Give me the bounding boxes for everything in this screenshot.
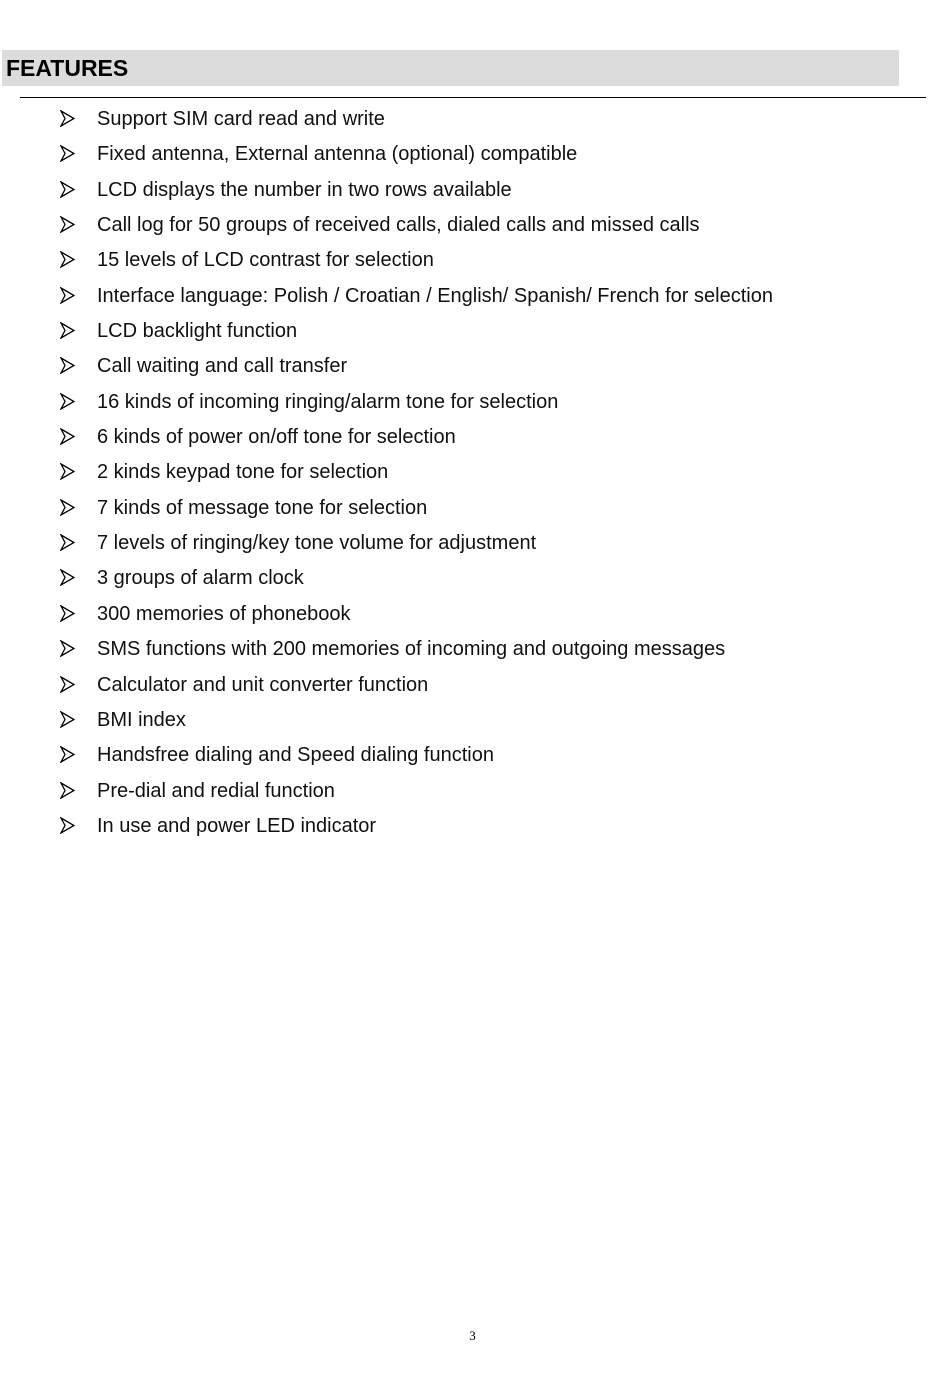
- feature-text: In use and power LED indicator: [97, 814, 377, 837]
- feature-text: LCD backlight function: [97, 320, 298, 343]
- feature-text: Calculator and unit converter function: [97, 673, 429, 696]
- feature-text: LCD displays the number in two rows available: [97, 178, 512, 201]
- feature-text: 6 kinds of power on/off tone for selection: [97, 426, 456, 449]
- feature-text: 7 levels of ringing/key tone volume for adjustment: [97, 532, 537, 555]
- arrowhead-bullet-icon: [60, 463, 75, 480]
- feature-text: Call waiting and call transfer: [97, 355, 348, 378]
- arrowhead-bullet-icon: [60, 676, 75, 693]
- arrowhead-bullet-icon: [60, 817, 75, 834]
- arrowhead-bullet-icon: [60, 357, 75, 374]
- section-title: FEATURES: [6, 55, 129, 81]
- feature-text: Pre-dial and redial function: [97, 779, 335, 802]
- arrowhead-bullet-icon: [60, 782, 75, 799]
- heading-divider: [20, 97, 926, 98]
- feature-text: 16 kinds of incoming ringing/alarm tone for selection: [97, 390, 559, 413]
- arrowhead-bullet-icon: [60, 181, 75, 198]
- feature-text: Interface language: Polish / Croatian / English/ Spanish/ French for selection: [97, 284, 773, 307]
- feature-text: Support SIM card read and write: [97, 108, 385, 130]
- section-heading-bar: [2, 50, 899, 86]
- arrowhead-bullet-icon: [60, 216, 75, 233]
- feature-text: SMS functions with 200 memories of incoming and outgoing messages: [97, 638, 726, 661]
- arrowhead-bullet-icon: [60, 569, 75, 586]
- arrowhead-bullet-icon: [60, 640, 75, 657]
- feature-text: 2 kinds keypad tone for selection: [97, 461, 389, 484]
- feature-text: 7 kinds of message tone for selection: [97, 496, 428, 519]
- arrowhead-bullet-icon: [60, 534, 75, 551]
- feature-text: 300 memories of phonebook: [97, 602, 351, 625]
- feature-text: Fixed antenna, External antenna (optional) compatible: [97, 143, 578, 166]
- arrowhead-bullet-icon: [60, 110, 75, 127]
- arrowhead-bullet-icon: [60, 711, 75, 728]
- arrowhead-bullet-icon: [60, 251, 75, 268]
- arrowhead-bullet-icon: [60, 287, 75, 304]
- feature-text: BMI index: [97, 708, 186, 731]
- arrowhead-bullet-icon: [60, 605, 75, 622]
- page-number: 3: [469, 1328, 476, 1343]
- arrowhead-bullet-icon: [60, 428, 75, 445]
- feature-text: 3 groups of alarm clock: [97, 567, 304, 590]
- feature-text: Handsfree dialing and Speed dialing function: [97, 744, 494, 767]
- arrowhead-bullet-icon: [60, 746, 75, 763]
- arrowhead-bullet-icon: [60, 499, 75, 516]
- arrowhead-bullet-icon: [60, 393, 75, 410]
- arrowhead-bullet-icon: [60, 145, 75, 162]
- feature-text: Call log for 50 groups of received calls, dialed calls and missed calls: [97, 214, 700, 237]
- arrowhead-bullet-icon: [60, 322, 75, 339]
- feature-text: 15 levels of LCD contrast for selection: [97, 249, 434, 272]
